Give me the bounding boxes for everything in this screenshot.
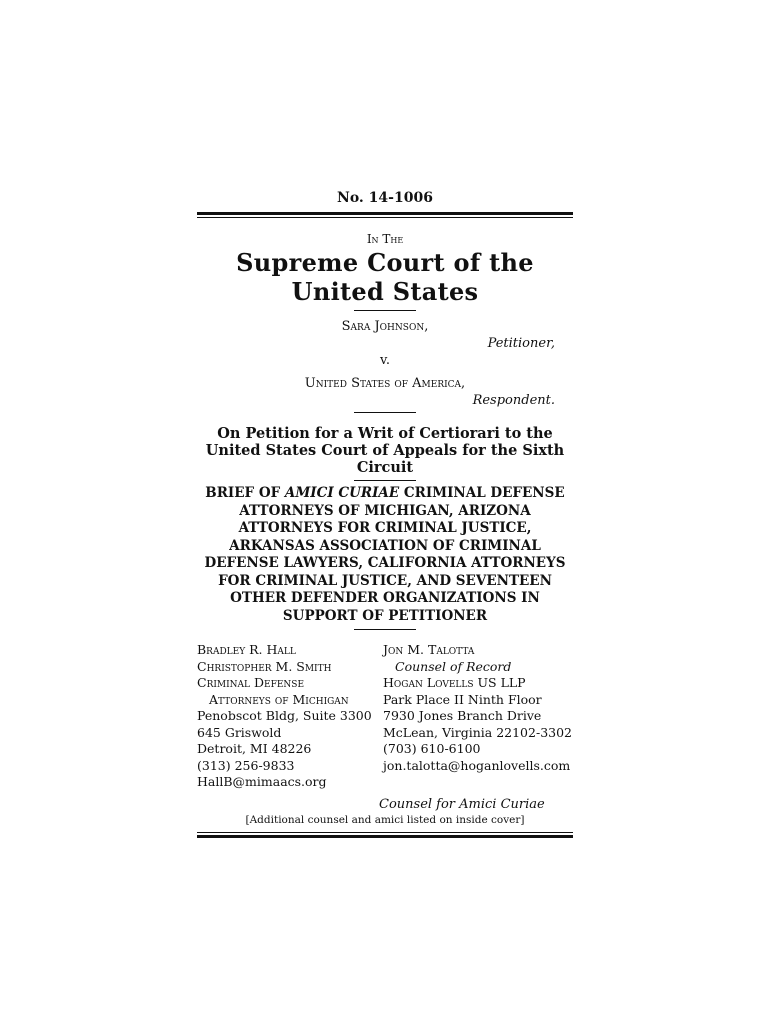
separator-rule [354,629,416,630]
brief-title [197,485,573,625]
counsel-firm: Hogan Lovells US LLP [383,675,526,690]
petition-title: On Petition for a Writ of Certiorari to the United States Court of Appeals for the Sixth Circuit [205,425,565,476]
in-the-label: In The [366,232,404,246]
separator-rule [354,480,416,481]
counsel-address: 7930 Jones Branch Drive [383,708,542,723]
separator-rule [354,310,416,311]
counsel-org: Criminal Defense [197,675,305,690]
counsel-address: Penobscot Bldg, Suite 3300 [197,708,372,723]
counsel-for-amici: Counsel for Amici Curiae [379,796,545,812]
counsel-name: Jon M. Talotta [383,642,475,657]
versus: v. [380,353,390,368]
counsel-address: Detroit, MI 48226 [197,741,312,756]
separator-rule [354,412,416,413]
respondent-name: United States of America, [304,376,466,391]
right-counsel [383,642,573,791]
counsel-address: 645 Griswold [197,724,282,740]
counsel-role: Counsel of Record [395,658,512,674]
brief-cover [197,190,573,838]
bottom-double-rule [197,832,573,838]
counsel-name: Bradley R. Hall [197,642,296,657]
top-double-rule [197,212,573,218]
counsel-phone: (313) 256-9833 [197,757,295,773]
petitioner-role: Petitioner, [487,336,555,351]
brief-amici: AMICI CURIAE [284,485,400,501]
counsel-name: Christopher M. Smith [197,658,332,674]
counsel-org: Attorneys of Michigan [209,691,349,707]
counsel-address: Park Place II Ninth Floor [383,691,542,707]
counsel-email: HallB@mimaacs.org [197,774,327,789]
counsel-block [197,642,573,791]
court-name: Supreme Court of the United States [236,248,534,306]
respondent-role: Respondent. [472,393,555,408]
additional-counsel-note: [Additional counsel and amici listed on inside cover] [245,813,525,826]
brief-rest: CRIMINAL DEFENSE ATTORNEYS OF MICHIGAN, ARIZONA ATTORNEYS FOR CRIMINAL JUSTICE, ARKANSAS ASSOCIATION OF CRIMINAL DEFENSE LAWYERS, CALIFORNIA ATTORNEYS FOR CRIMINAL JUSTICE, AND SEVENTEEN OTHER DEFENDER ORGANIZATIONS IN SUPPORT OF PETITIONER [204,485,566,624]
counsel-address: McLean, Virginia 22102-3302 [383,724,573,740]
petitioner-name: Sara Johnson, [341,319,429,334]
docket-number: No. 14-1006 [337,190,433,206]
brief-prefix: BRIEF OF [205,485,285,501]
counsel-phone: (703) 610-6100 [383,741,481,756]
left-counsel [197,642,375,791]
counsel-email: jon.talotta@hoganlovells.com [383,757,571,773]
